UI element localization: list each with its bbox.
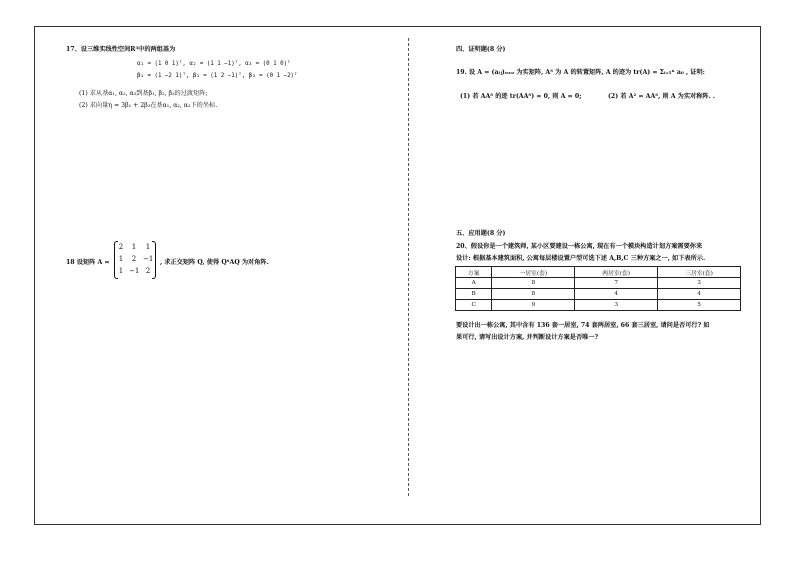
matrix-cell: 1 — [131, 243, 137, 251]
table-cell: 8 — [492, 289, 575, 300]
section4-heading: 四、证明题(8 分) — [456, 46, 506, 53]
matrix-cell: 1 — [118, 267, 124, 275]
q18-prefix: 18 设矩阵 A = — [66, 259, 110, 266]
matrix-cell: 1 — [145, 243, 151, 251]
matrix-cell: 2 — [118, 243, 124, 251]
table-header-cell: 三居室(套) — [658, 267, 741, 278]
table-row — [456, 278, 741, 289]
table-header-cell: 一居室(套) — [492, 267, 575, 278]
table-cell: 7 — [575, 278, 658, 289]
q17-title: 17、设三维实线性空间R³中的两组基为 — [66, 46, 176, 53]
q18-matrix-A — [114, 241, 156, 279]
table-cell: 3 — [575, 300, 658, 311]
q19-part2: (2) 若 A² = AAᵀ, 则 A 为实对称阵. . — [608, 93, 716, 100]
table-cell: 5 — [658, 300, 741, 311]
fold-divider — [408, 38, 409, 496]
matrix-cell: 2 — [145, 267, 151, 275]
q17-alpha-basis: α₁ = (1 0 1)ᵀ, α₂ = (1 1 −1)ᵀ, α₃ = (0 1 0)ᵀ — [137, 61, 291, 67]
q20-after-line1: 要设计出一栋公寓, 其中含有 136 套一居室, 74 套两居室, 66 套三居室, 请问是否可行? 如 — [456, 322, 710, 329]
table-header-cell: 方案 — [456, 267, 492, 278]
table-cell: 8 — [492, 278, 575, 289]
matrix-cell: −1 — [143, 255, 154, 263]
matrix-cell: −1 — [129, 267, 140, 275]
table-row — [456, 300, 741, 311]
q17-beta-basis: β₁ = (1 −2 1)ᵀ, β₂ = (1 2 −1)ᵀ, β₃ = (0 1 −2)ᵀ — [137, 73, 298, 79]
q20-line1: 20、假设你是一个建筑师, 某小区要建设一栋公寓, 现在有一个模块构造计划方案需要你来 — [456, 243, 703, 250]
section5-heading: 五、应用题(8 分) — [456, 230, 506, 237]
table-cell: 4 — [658, 289, 741, 300]
table-cell: C — [456, 300, 492, 311]
q19-part1: (1) 若 AAᵀ 的迹 tr(AAᵀ) = 0, 则 A = 0; — [460, 93, 582, 100]
q19-statement: 19. 设 A = (aᵢⱼ)ₙₓₙ 为实矩阵, Aᵀ 为 A 的转置矩阵, A 的迹为 tr(A) = Σᵢ₌₁ⁿ aᵢᵢ , 证明: — [456, 69, 705, 76]
matrix-cell: 2 — [131, 255, 137, 263]
q17-part1: (1) 求从基α₁, α₂, α₃到基β₁, β₂, β₃的过渡矩阵; — [79, 90, 208, 97]
table-header-cell: 两居室(套) — [575, 267, 658, 278]
apartment-plan-table — [455, 266, 741, 311]
table-cell: 9 — [492, 300, 575, 311]
q20-line2: 设计: 根据基本建筑面积, 公寓每层楼设置户型可选下述 A,B,C 三种方案之一, 如下表所示. — [456, 255, 706, 262]
q17-part2: (2) 求向量η = 3β₂ + 2β₃在基α₁, α₂, α₃下的坐标. — [79, 102, 218, 109]
table-row — [456, 289, 741, 300]
q18-suffix: , 求正交矩阵 Q, 使得 QᵀAQ 为对角阵. — [160, 259, 269, 266]
table-cell: 3 — [658, 278, 741, 289]
table-cell: A — [456, 278, 492, 289]
table-cell: 4 — [575, 289, 658, 300]
table-cell: B — [456, 289, 492, 300]
q20-after-line2: 果可行, 请写出设计方案, 并判断设计方案是否唯一? — [456, 334, 599, 341]
matrix-cell: 1 — [118, 255, 124, 263]
table-header-row — [456, 267, 741, 278]
